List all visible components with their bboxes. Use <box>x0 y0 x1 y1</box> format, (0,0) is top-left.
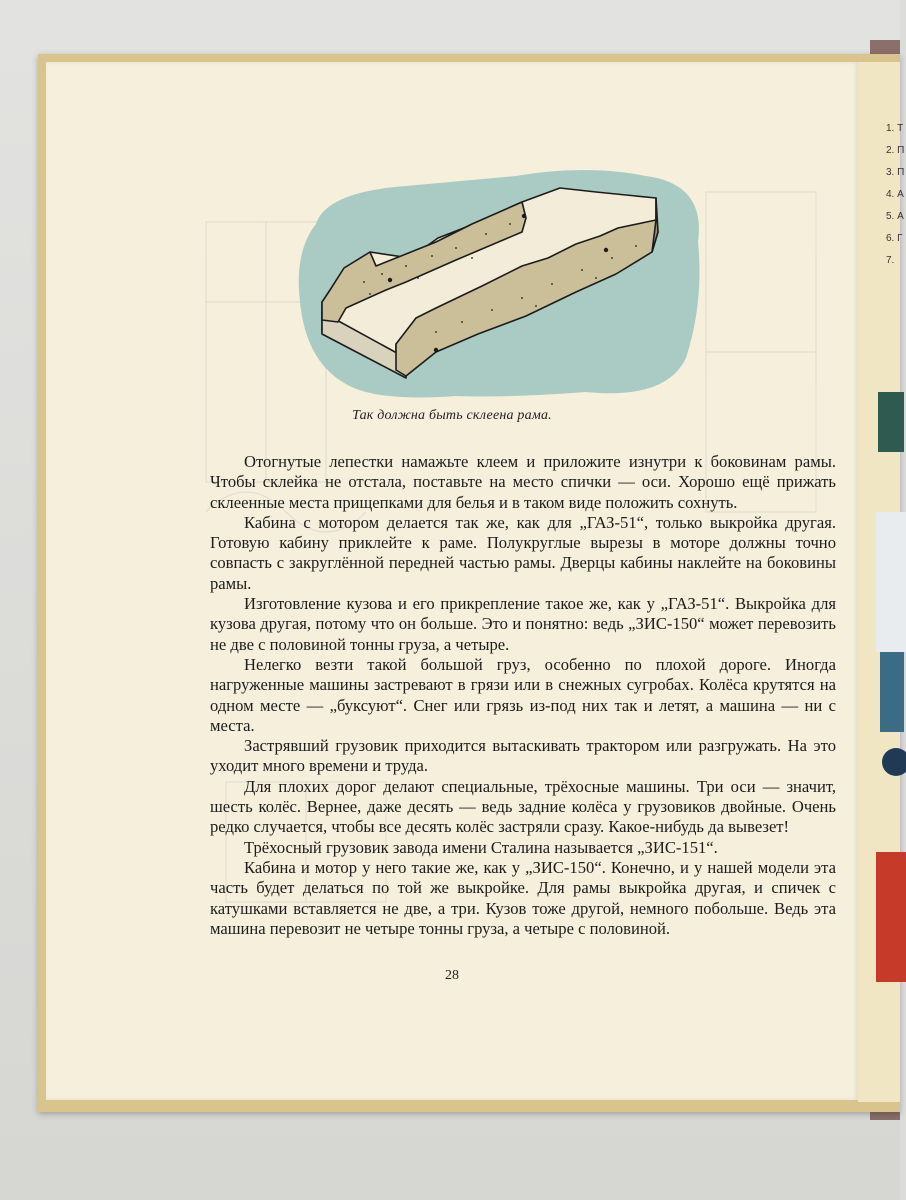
paragraph: Нелегко везти такой большой груз, особенно по плохой дороге. Иногда нагруженные машины застревают в грязи или в снежных сугробах. Колёса крутятся на одном месте — „буксуют“. Снег или грязь из-под них так и летят, а машина — ни с места. <box>210 654 836 735</box>
list-marker: 3. <box>886 167 895 178</box>
list-marker: 1. <box>886 123 895 134</box>
list-marker: 4. <box>886 189 895 200</box>
paragraph: Изготовление кузова и его прикрепление такое же, как у „ГАЗ-51“. Выкройка для кузова другая, потому что он больше. Это и понятно: ведь „ЗИС-150“ может перевозить не две с половиной тонны груза, а четыре. <box>210 594 836 654</box>
body-text <box>210 452 836 939</box>
adjacent-page-illustration <box>876 382 906 982</box>
adjacent-page-list <box>886 118 904 272</box>
figure-caption: Так должна быть склеена рама. <box>352 408 552 423</box>
list-marker: 6. <box>886 233 895 244</box>
paragraph: Кабина с мотором делается так же, как для „ГАЗ-51“, только выкройка другая. Готовую кабину приклейте к раме. Полукруглые вырезы в моторе должны точно совпасть с закруглённой передней частью рамы. Дверцы кабины наклейте на боковины рамы. <box>210 512 836 593</box>
adjacent-page-fragment <box>858 62 905 1102</box>
list-letter: Г <box>897 233 903 244</box>
list-letter: Т <box>897 123 904 134</box>
paragraph: Отогнутые лепестки намажьте клеем и приложите изнутри к боковинам рамы. Чтобы склейка не отстала, поставьте на место спички — оси. Хорошо ещё прижать склеенные места прищепками для белья и в таком виде положить сохнуть. <box>210 452 836 512</box>
list-letter: А <box>897 211 904 222</box>
paragraph: Застрявший грузовик приходится вытаскивать трактором или разгружать. На это уходит много времени и труда. <box>210 736 836 776</box>
list-marker: 5. <box>886 211 895 222</box>
list-marker: 7. <box>886 255 895 266</box>
paragraph: Кабина и мотор у него такие же, как у „ЗИС-150“. Конечно, и у нашей модели эта часть будет делаться по той же выкройке. Для рамы выкройка другая, и спичек с катушками вставляется не две, а три. Кузов тоже другой, немного побольше. Ведь эта машина перевозит не четыре тонны груза, а четыре с половиной. <box>210 857 836 938</box>
list-letter: А <box>897 189 904 200</box>
page-number: 28 <box>445 968 459 983</box>
frame-illustration <box>286 162 706 402</box>
book-page <box>46 62 858 1100</box>
paragraph: Трёхосный грузовик завода имени Сталина называется „ЗИС-151“. <box>244 837 718 857</box>
paragraph: Для плохих дорог делают специальные, трёхосные машины. Три оси — значит, шесть колёс. Вернее, даже десять — ведь задние колёса у грузовиков двойные. Очень редко случается, чтобы все десять колёс застряли сразу. Какое-нибудь да вывезет! <box>210 776 836 837</box>
list-letter: П <box>897 145 905 156</box>
list-marker: 2. <box>886 145 895 156</box>
list-letter: П <box>897 167 905 178</box>
